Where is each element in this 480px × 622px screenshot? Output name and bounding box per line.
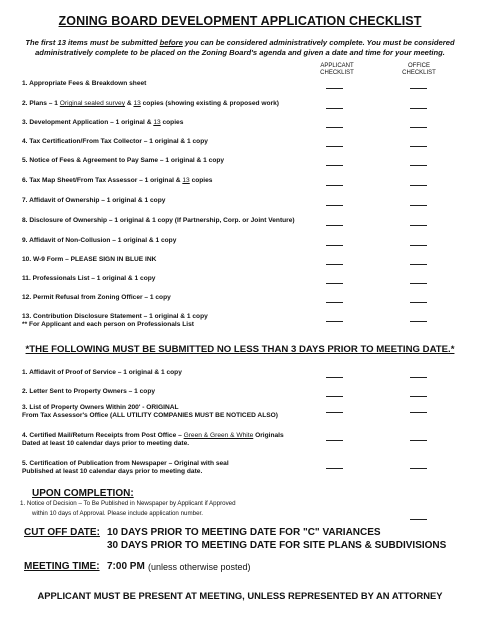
upon-completion-line-2: within 10 days of Approval. Please include application number. xyxy=(32,510,203,517)
office-check-line xyxy=(410,264,427,265)
item-text: Tax Map Sheet/From Tax Assessor – 1 original & xyxy=(29,177,183,184)
applicant-check-line[interactable] xyxy=(326,165,343,166)
item-text: 13 xyxy=(182,177,190,184)
office-check-line xyxy=(410,412,427,413)
office-check-line xyxy=(410,225,427,226)
office-check-line xyxy=(410,205,427,206)
checklist-item xyxy=(22,100,279,108)
checklist-item xyxy=(22,197,165,205)
checklist-item xyxy=(22,138,208,146)
item-number: 4. xyxy=(22,432,28,439)
office-check-line xyxy=(410,165,427,166)
applicant-column-header: APPLICANT CHECKLIST xyxy=(320,63,354,76)
applicant-check-line[interactable] xyxy=(326,185,343,186)
cutoff-label: CUT OFF DATE: xyxy=(24,527,100,538)
applicant-check-line[interactable] xyxy=(326,377,343,378)
item-text: Affidavit of Proof of Service – 1 original & 1 copy xyxy=(29,369,182,376)
office-check-line xyxy=(410,146,427,147)
office-check-line xyxy=(410,283,427,284)
item-number: 12. xyxy=(22,294,32,301)
meeting-time: 7:00 PM xyxy=(107,561,145,572)
page-title: ZONING BOARD DEVELOPMENT APPLICATION CHECKLIST xyxy=(58,14,422,28)
item-text: Plans – 1 xyxy=(29,100,60,107)
office-check-line xyxy=(410,127,427,128)
item-text: Original sealed survey xyxy=(59,100,126,107)
checklist-item xyxy=(22,275,155,283)
item-number: 8. xyxy=(22,217,28,224)
item-text: 13 xyxy=(133,100,141,107)
applicant-check-line[interactable] xyxy=(326,88,343,89)
office-check-line xyxy=(410,185,427,186)
cutoff-line-2: 30 DAYS PRIOR TO MEETING DATE FOR SITE PLANS & SUBDIVISIONS xyxy=(107,540,447,551)
checklist-item xyxy=(22,119,183,127)
item-text: Originals xyxy=(253,432,284,439)
item-text: List of Property Owners Within 200' - ORIGINAL xyxy=(29,404,179,411)
checklist-item xyxy=(22,80,146,88)
meeting-label: MEETING TIME: xyxy=(24,561,100,572)
item-number: 5. xyxy=(22,157,28,164)
item-number: 11. xyxy=(22,275,31,282)
office-column-header: OFFICE CHECKLIST xyxy=(402,63,436,76)
item-continuation: ** For Applicant and each person on Professionals List xyxy=(22,321,194,328)
checklist-item xyxy=(22,157,224,165)
item-text: copies xyxy=(160,119,184,126)
applicant-check-line[interactable] xyxy=(326,127,343,128)
item-number: 3. xyxy=(22,404,28,411)
item-text: Certified Mail/Return Receipts from Post Office – xyxy=(29,432,184,439)
item-text: Professionals List – 1 original & 1 copy xyxy=(32,275,156,282)
intro-post: you can be considered administratively complete. You must be considered administratively complete to be placed on the Zoning Board's agenda and given a date and time for your meeting. xyxy=(35,38,455,57)
applicant-check-line[interactable] xyxy=(326,412,343,413)
applicant-check-line[interactable] xyxy=(326,302,343,303)
checklist-item xyxy=(22,388,155,396)
applicant-check-line[interactable] xyxy=(326,205,343,206)
checklist-item xyxy=(22,313,208,321)
item-text: Contribution Disclosure Statement – 1 original & 1 copy xyxy=(33,313,208,320)
applicant-check-line[interactable] xyxy=(326,283,343,284)
checklist-item xyxy=(22,294,171,302)
item-text: Appropriate Fees & Breakdown sheet xyxy=(29,80,147,87)
submission-deadline-banner: *THE FOLLOWING MUST BE SUBMITTED NO LESS THAN 3 DAYS PRIOR TO MEETING DATE.* xyxy=(25,344,455,355)
cutoff-line-1: 10 DAYS PRIOR TO MEETING DATE FOR "C" VARIANCES xyxy=(107,527,381,538)
applicant-check-line[interactable] xyxy=(326,321,343,322)
item-text: Affidavit of Non-Collusion – 1 original & 1 copy xyxy=(29,237,177,244)
office-check-line xyxy=(410,108,427,109)
applicant-check-line[interactable] xyxy=(326,146,343,147)
checklist-item xyxy=(22,460,229,468)
applicant-check-line[interactable] xyxy=(326,245,343,246)
applicant-check-line[interactable] xyxy=(326,108,343,109)
office-check-line xyxy=(410,321,427,322)
item-number: 2. xyxy=(22,388,28,395)
item-text: Disclosure of Ownership – 1 original & 1 copy (If Partnership, Corp. or Joint Venture) xyxy=(29,217,295,224)
applicant-check-line[interactable] xyxy=(326,225,343,226)
item-number: 7. xyxy=(22,197,28,204)
office-check-line xyxy=(410,88,427,89)
item-continuation: Dated at least 10 calendar days prior to meeting date. xyxy=(22,440,190,447)
applicant-check-line[interactable] xyxy=(326,396,343,397)
office-check-line xyxy=(410,519,427,520)
office-check-line xyxy=(410,377,427,378)
intro-emphasis: before xyxy=(159,38,183,47)
item-text: Tax Certification/From Tax Collector – 1 original & 1 copy xyxy=(29,138,208,145)
checklist-item xyxy=(22,404,179,412)
item-number: 3. xyxy=(22,119,28,126)
office-check-line xyxy=(410,468,427,469)
meeting-note: (unless otherwise posted) xyxy=(148,562,251,572)
office-check-line xyxy=(410,440,427,441)
checklist-item xyxy=(22,217,295,225)
item-text: Affidavit of Ownership – 1 original & 1 copy xyxy=(29,197,166,204)
item-number: 4. xyxy=(22,138,28,145)
office-check-line xyxy=(410,302,427,303)
item-number: 2. xyxy=(22,100,28,107)
applicant-check-line[interactable] xyxy=(326,264,343,265)
item-text: Certification of Publication from Newspaper – Original with seal xyxy=(29,460,229,467)
item-text: & xyxy=(125,100,134,107)
item-number: 1. xyxy=(22,369,28,376)
item-number: 5. xyxy=(22,460,28,467)
checklist-item xyxy=(22,256,156,264)
checklist-item xyxy=(22,177,212,185)
item-text: copies (showing existing & proposed work) xyxy=(140,100,279,107)
checklist-item xyxy=(22,237,176,245)
item-text: Notice of Fees & Agreement to Pay Same – 1 original & 1 copy xyxy=(29,157,225,164)
item-text: copies xyxy=(189,177,213,184)
item-text: Permit Refusal from Zoning Officer – 1 copy xyxy=(33,294,171,301)
item-continuation: Published at least 10 calendar days prior to meeting date. xyxy=(22,468,203,475)
intro-text xyxy=(20,38,460,58)
item-text: Green & Green & White xyxy=(183,432,254,439)
office-check-line xyxy=(410,245,427,246)
attendance-requirement: APPLICANT MUST BE PRESENT AT MEETING, UNLESS REPRESENTED BY AN ATTORNEY xyxy=(37,590,443,601)
office-check-line xyxy=(410,396,427,397)
item-number: 6. xyxy=(22,177,28,184)
item-text: Letter Sent to Property Owners – 1 copy xyxy=(29,388,156,395)
item-continuation: From Tax Assessor's Office (ALL UTILITY COMPANIES MUST BE NOTICED ALSO) xyxy=(22,412,278,419)
item-number: 13. xyxy=(22,313,32,320)
item-text: 13 xyxy=(153,119,161,126)
upon-completion-line-1: 1. Notice of Decision – To Be Published in Newspaper by Applicant if Approved xyxy=(20,500,236,507)
item-number: 10. xyxy=(22,256,32,263)
applicant-check-line[interactable] xyxy=(326,440,343,441)
applicant-check-line[interactable] xyxy=(326,468,343,469)
item-text: W-9 Form – PLEASE SIGN IN BLUE INK xyxy=(33,256,157,263)
checklist-item xyxy=(22,369,182,377)
checklist-item xyxy=(22,432,284,440)
upon-completion-heading: UPON COMPLETION: xyxy=(32,488,134,499)
intro-pre: The first 13 items must be submitted xyxy=(25,38,160,47)
item-text: Development Application – 1 original & xyxy=(29,119,154,126)
item-number: 1. xyxy=(22,80,28,87)
item-number: 9. xyxy=(22,237,28,244)
